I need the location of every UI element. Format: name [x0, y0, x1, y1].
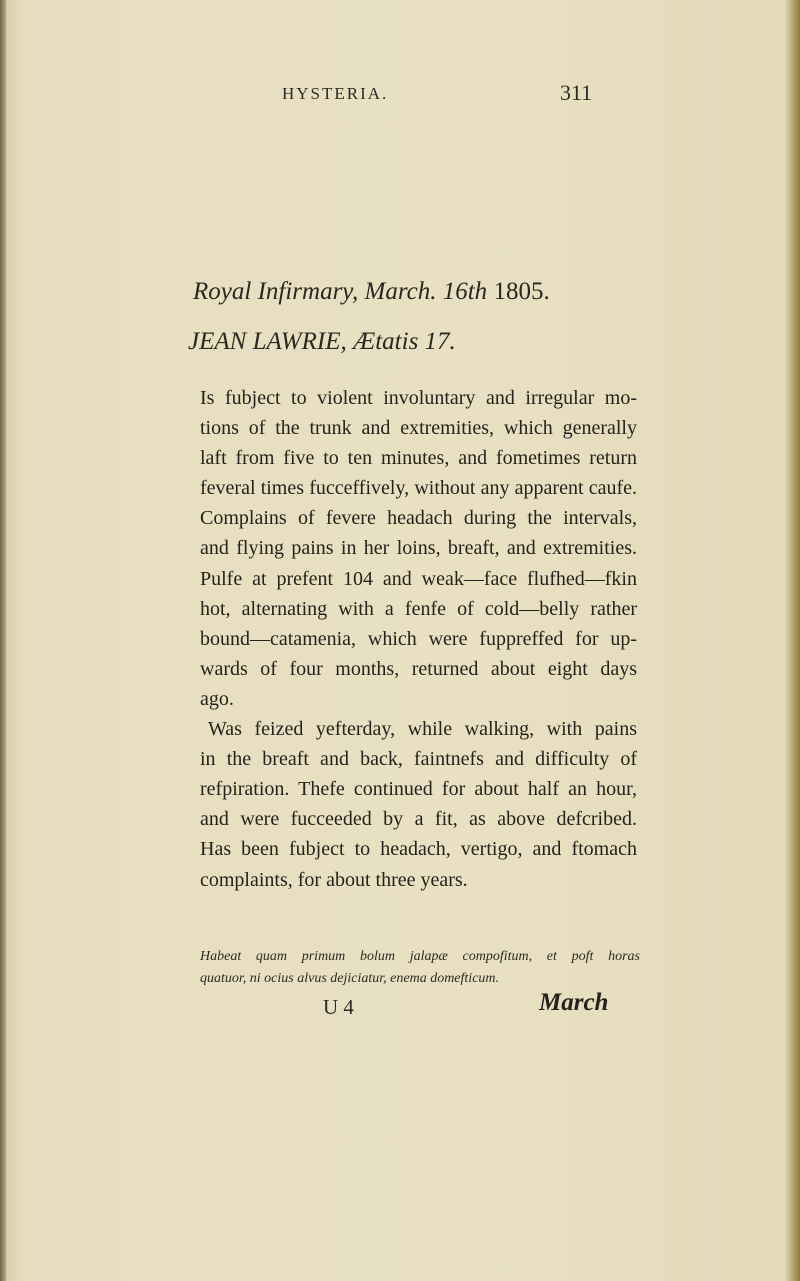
text-line: Pulfe at prefent 104 and weak—face flufhed—fkin — [200, 567, 637, 590]
text-line: ago. — [200, 687, 234, 710]
prescription — [200, 946, 640, 990]
signature-mark: U 4 — [323, 995, 354, 1019]
dateline-day: 16th — [442, 278, 488, 305]
text-line: laft from five to ten minutes, and fometimes return — [200, 447, 637, 470]
text-line: Has been fubject to headach, vertigo, and ftomach — [200, 838, 637, 861]
page-number: 311 — [560, 80, 593, 105]
running-head: HYSTERIA. — [282, 84, 389, 103]
text-line: Complains of fevere headach during the intervals, — [200, 507, 637, 530]
dateline-place: Royal Infirmary, March. — [193, 278, 443, 305]
text-line: wards of four months, returned about eight days — [200, 657, 637, 680]
catchword: March — [539, 989, 609, 1016]
page-edge — [784, 0, 800, 1281]
text-line: in the breaft and back, faintnefs and difficulty of — [200, 748, 637, 771]
text-line: hot, alternating with a fenfe of cold—belly rather — [200, 597, 637, 620]
case-dateline — [193, 278, 550, 306]
prescription-line: quatuor, ni ocius alvus dejiciatur, enema domefticum. — [200, 971, 500, 986]
text-line: tions of the trunk and extremities, which generally — [200, 417, 637, 440]
patient-heading: JEAN LAWRIE, Ætatis 17. — [188, 328, 456, 355]
text-line: refpiration. Thefe continued for about half an hour, — [200, 778, 637, 801]
page-gutter-shadow — [0, 0, 6, 1281]
text-line: feveral times fucceffively, without any apparent caufe. — [200, 477, 637, 500]
text-line: complaints, for about three years. — [200, 868, 468, 891]
dateline-year: 1805. — [487, 278, 550, 305]
text-line: and were fucceeded by a fit, as above defcribed. — [200, 808, 637, 831]
prescription-line: Habeat quam primum bolum jalapæ compofitum, et poft horas — [200, 949, 640, 964]
text-line: Is fubject to violent involuntary and irregular mo- — [200, 387, 637, 409]
text-line: bound—catamenia, which were fuppreffed for up- — [200, 627, 637, 650]
case-history — [200, 383, 637, 895]
text-line: and flying pains in her loins, breaft, and extremities. — [200, 537, 637, 560]
text-line: Was feized yefterday, while walking, with pains — [208, 718, 637, 741]
